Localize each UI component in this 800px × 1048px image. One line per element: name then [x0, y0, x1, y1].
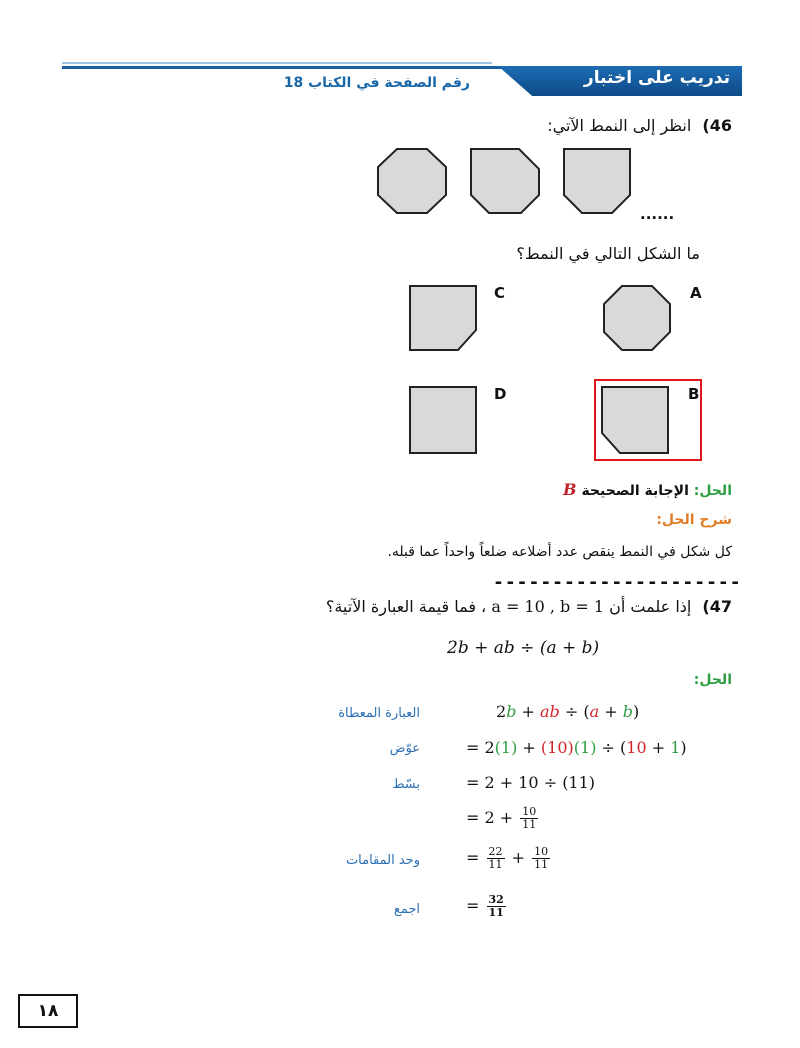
step-math: = 2 + 10 ÷ (11) [466, 773, 596, 792]
q47-given: a = 10 , b = 1 [491, 597, 605, 616]
q47-expression: 2b + ab ÷ (a + b) [447, 638, 600, 658]
option-c-label[interactable]: C [494, 284, 506, 302]
step-desc: اجمع [393, 902, 420, 917]
step-desc: بسّط [392, 777, 420, 792]
q46-question: ما الشكل التالي في النمط؟ [516, 244, 700, 263]
step-math [466, 806, 540, 831]
solution-label: الحل: [693, 483, 732, 499]
page-number: ١٨ [18, 994, 78, 1028]
q47-prompt-post: ، فما قيمة العبارة الآتية؟ [325, 597, 487, 616]
explanation-text: كل شكل في النمط ينقص عدد أضلاعه ضلعاً واحداً عما قبله. [387, 544, 732, 560]
header-accent-line [62, 62, 492, 64]
step-math: = $\frac{22}{11}$ + $\frac{10}{11}$ [466, 845, 549, 871]
fraction: $\frac{10}{11}$ [522, 805, 537, 831]
q47-prompt-pre: إذا علمت أن [609, 597, 692, 616]
step-desc: العبارة المعطاة [338, 706, 420, 721]
fraction: $\frac{32}{11}$ [488, 893, 504, 919]
step-desc: عوّض [389, 741, 420, 756]
step-math: = $\frac{32}{11}$ [466, 893, 504, 919]
option-a-shape [600, 282, 674, 356]
q47-number: 47) [702, 597, 732, 616]
pattern-octagon-shape [372, 145, 452, 217]
q46-prompt: انظر إلى النمط الآتي: [547, 116, 692, 135]
q47-prompt-line [326, 597, 732, 616]
step-desc: وحد المقامات [345, 853, 420, 868]
option-b-label[interactable]: B [688, 385, 700, 403]
option-b-shape [598, 383, 672, 457]
fraction: $\frac{22}{11}$ [488, 845, 503, 871]
step-math-prefix: = 2 + [466, 808, 514, 827]
pattern-heptagon-shape [467, 145, 547, 217]
header-title: تدريب على اختبار [583, 68, 730, 88]
explanation-label: شرح الحل: [656, 512, 732, 528]
fraction: $\frac{10}{11}$ [534, 845, 549, 871]
solution-answer-text: الإجابة الصحيحة [581, 483, 689, 499]
option-d-shape [406, 383, 480, 457]
q46-prompt-line [547, 116, 732, 135]
pattern-hexagon-shape [560, 145, 636, 217]
step-math: 2b + ab ÷ (a + b) [496, 702, 640, 721]
solution-answer-letter: B [563, 480, 577, 499]
option-a-label[interactable]: A [690, 284, 702, 302]
solution-46 [563, 480, 732, 499]
pattern-ellipsis: ...... [640, 205, 675, 223]
solution-47-label: الحل: [693, 672, 732, 688]
page-reference: رقم الصفحة في الكتاب 18 [283, 75, 470, 91]
step-math: = 2(1) + (10)(1) ÷ (10 + 1) [466, 738, 687, 757]
option-c-shape [406, 282, 480, 356]
option-d-label[interactable]: D [494, 385, 507, 403]
q46-number: 46) [702, 116, 732, 135]
separator-dashes: --------------------- [493, 572, 742, 593]
